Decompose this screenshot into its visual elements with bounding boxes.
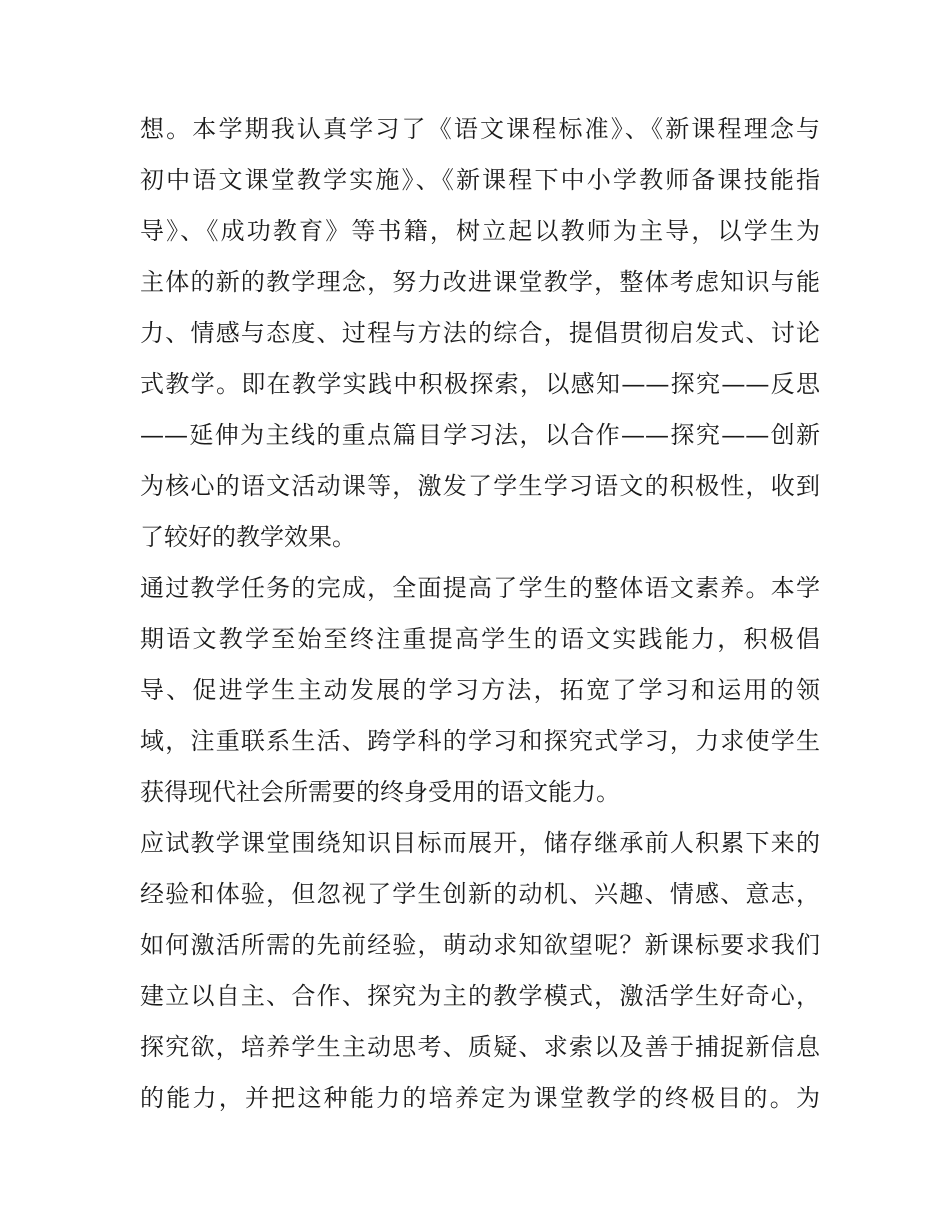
text-line: 初中语文课堂教学实施》、《新课程下中小学教师备课技能指 — [140, 166, 820, 194]
text-line: 通过教学任务的完成，全面提高了学生的整体语文素养。本学 — [140, 574, 820, 602]
text-line: 想。本学期我认真学习了《语文课程标准》、《新课程理念与 — [140, 115, 820, 143]
text-line: 应试教学课堂围绕知识目标而展开，储存继承前人积累下来的 — [140, 829, 820, 857]
text-line: 域，注重联系生活、跨学科的学习和探究式学习，力求使学生 — [140, 727, 820, 755]
text-line: 获得现代社会所需要的终身受用的语文能力。 — [140, 778, 620, 806]
text-line: 主体的新的教学理念，努力改进课堂教学，整体考虑知识与能 — [140, 268, 820, 296]
text-line: 力、情感与态度、过程与方法的综合，提倡贯彻启发式、讨论 — [140, 319, 820, 347]
document-body — [140, 104, 820, 1124]
text-line: 建立以自主、合作、探究为主的教学模式，激活学生好奇心， — [140, 982, 820, 1010]
text-line: 如何激活所需的先前经验，萌动求知欲望呢？新课标要求我们 — [140, 931, 820, 959]
text-line: 导》、《成功教育》等书籍，树立起以教师为主导，以学生为 — [140, 217, 820, 245]
text-line: ——延伸为主线的重点篇目学习法，以合作——探究——创新 — [140, 421, 820, 449]
text-line: 为核心的语文活动课等，激发了学生学习语文的积极性，收到 — [140, 472, 820, 500]
text-line: 了较好的教学效果。 — [140, 523, 356, 551]
text-line: 导、促进学生主动发展的学习方法，拓宽了学习和运用的领 — [140, 676, 820, 704]
text-line: 的能力，并把这种能力的培养定为课堂教学的终极目的。为 — [140, 1084, 820, 1112]
text-line: 式教学。即在教学实践中积极探索，以感知——探究——反思 — [140, 370, 820, 398]
text-line: 经验和体验，但忽视了学生创新的动机、兴趣、情感、意志， — [140, 880, 820, 908]
text-line: 探究欲，培养学生主动思考、质疑、求索以及善于捕捉新信息 — [140, 1033, 820, 1061]
text-line: 期语文教学至始至终注重提高学生的语文实践能力，积极倡 — [140, 625, 820, 653]
